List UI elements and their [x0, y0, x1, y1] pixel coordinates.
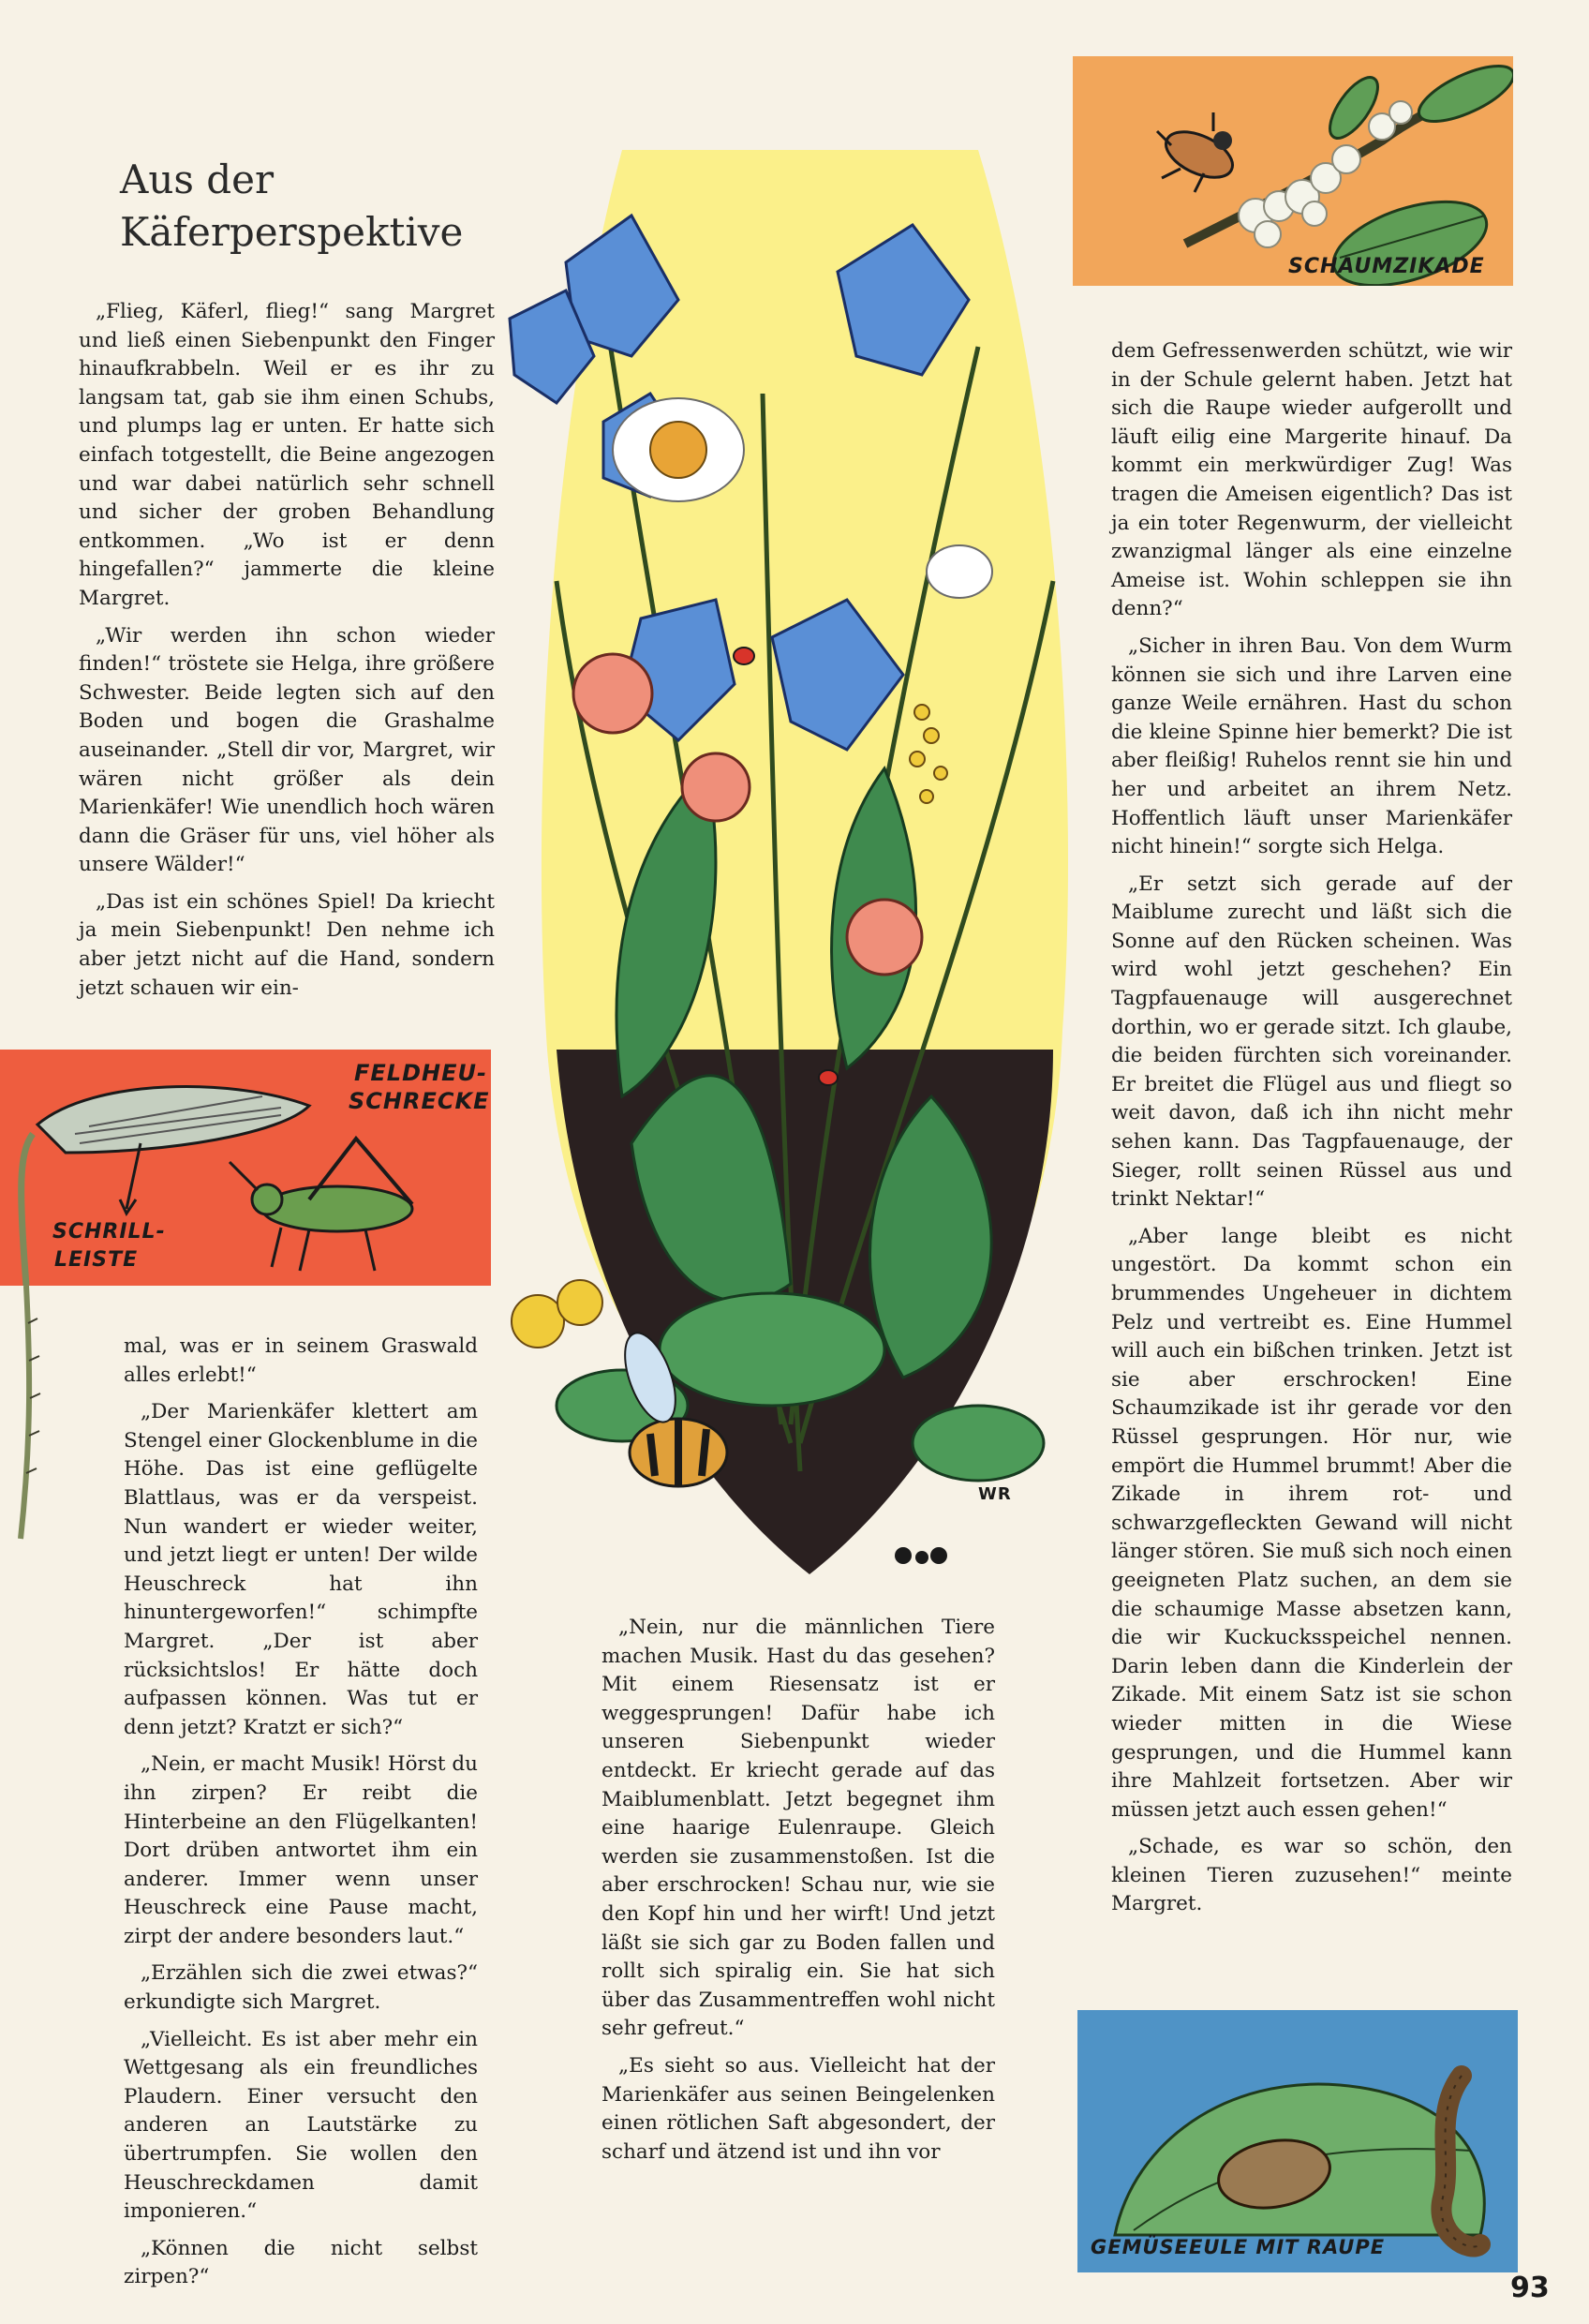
text-column-2: [601, 1614, 995, 2175]
text-column-3: [1111, 337, 1512, 1928]
paragraph: „Sicher in ihren Bau. Von dem Wurm können sie sich und ihre Larven eine ganze Weile ernähren. Hast du schon die kleine Spinne hier bemerkt? Die ist aber fleißig! Ruhelos rennt sie hin und her und arbeitet an ihrem Netz. Hoffentlich läuft unser Marienkäfer nicht hinein!“ sorgte sich Helga.: [1111, 633, 1512, 859]
paragraph: „Es sieht so aus. Vielleicht hat der Marienkäfer aus seinen Beingelenken einen rötlichen Saft abgesondert, der scharf und ätzend ist und ihn vor: [601, 2053, 995, 2164]
grass-stem-decoration: [0, 1286, 75, 1548]
paragraph: „Vielleicht. Es ist aber mehr ein Wettgesang als ein freundliches Plaudern. Einer versucht den anderen an Lautstärke zu übertrumpfen. Sie wollen den Heuschreckdamen damit imponieren.“: [124, 2027, 478, 2224]
paragraph: „Schade, es war so schön, den kleinen Tieren zuzusehen!“ meinte Margret.: [1111, 1835, 1512, 1916]
label-gemueseeule: GEMÜSEEULE MIT RAUPE: [1091, 2236, 1386, 2258]
paragraph: „Können die nicht selbst zirpen?“: [124, 2236, 478, 2289]
paragraph: „Er setzt sich gerade auf der Maiblume zurecht und läßt sich die Sonne auf den Rücken scheinen. Was wird wohl jetzt geschehen? Ein Tagpfauenauge will ausgerechnet dorthin, wo er gerade sitzt. Ich glaube, die beiden fürchten sich voreinander. Er breitet die Flügel aus und fliegt so weit davon, daß ich ihn nicht mehr sehen kann. Das Tagpfauenauge, der Sieger, rollt seinen Rüssel aus und trinkt Nektar!“: [1111, 872, 1512, 1212]
paragraph: mal, was er in seinem Graswald alles erlebt!“: [124, 1334, 478, 1387]
schaumzikade-illustration: [1073, 56, 1513, 286]
label-leiste: LEISTE: [54, 1248, 139, 1272]
paragraph: „Das ist ein schönes Spiel! Da kriecht ja mein Siebenpunkt! Den nehme ich aber jetzt nicht auf die Hand, sondern jetzt schauen wir ein-: [79, 889, 495, 1000]
label-schrecke: SCHRECKE: [349, 1088, 490, 1114]
feldheuschrecke-illustration: [0, 1050, 491, 1286]
paragraph: „Flieg, Käferl, flieg!“ sang Margret und ließ einen Siebenpunkt den Finger hinaufkrabbeln. Weil er es ihr zu langsam tat, gab sie ihm einen Schubs, und plumps lag er unten. Er hatte sich einfach totgestellt, die Beine angezogen und war dabei natürlich sehr schnell und sicher der groben Behandlung entkommen. „Wo ist er denn hingefallen?“ jammerte die kleine Margret.: [79, 300, 495, 610]
text-column-1: [79, 298, 495, 1011]
paragraph: „Nein, er macht Musik! Hörst du ihn zirpen? Er reibt die Hinterbeine an den Flügelkanten! Dort drüben antwortet ihm ein anderer. Immer wenn unser Heuschreck eine Pause macht, zirpt der andere besonders laut.“: [124, 1752, 478, 1948]
text-column-1b: [124, 1333, 478, 2301]
page-number: 93: [1510, 2272, 1550, 2304]
label-schrill: SCHRILL-: [52, 1220, 166, 1244]
gemueseeule-illustration: [1077, 2010, 1518, 2272]
paragraph: dem Gefressenwerden schützt, wie wir in der Schule gelernt haben. Jetzt hat sich die Raupe wieder aufgerollt und läuft eilig eine Margerite hinauf. Da kommt ein merkwürdiger Zug! Was tragen die Ameisen eigentlich? Das ist ja ein toter Regenwurm, der vielleicht zwanzigmal länger als eine einzelne Ameise ist. Wohin schleppen sie ihn denn?“: [1111, 339, 1512, 621]
label-schaumzikade: SCHAUMZIKADE: [1288, 255, 1485, 278]
artist-signature: WR: [978, 1484, 1012, 1504]
meadow-flowers-illustration: [491, 112, 1102, 1593]
title-line-2: Käferperspektive: [120, 209, 464, 255]
paragraph: „Der Marienkäfer klettert am Stengel einer Glockenblume in die Höhe. Das ist eine geflügelte Blattlaus, was er da verspeist. Nun wandert er wieder weiter, und jetzt liegt er unten! Der wilde Heuschreck hat ihn hinuntergeworfen!“ schimpfte Margret. „Der ist aber rücksichtslos! Er hätte doch aufpassen können. Was tut er denn jetzt? Kratzt er sich?“: [124, 1400, 478, 1739]
paragraph: „Nein, nur die männlichen Tiere machen Musik. Hast du das gesehen? Mit einem Riesensatz ist er weggesprungen! Dafür habe ich unseren Siebenpunkt wieder entdeckt. Er kriecht gerade auf das Maiblumenblatt. Jetzt begegnet ihm eine haarige Eulenraupe. Gleich werden sie zusammenstoßen. Ist die aber erschrocken! Schau nur, wie sie den Kopf hin und her wirft! Und jetzt läßt sie sich gar zu Boden fallen und rollt sich spiralig ein. Sie hat sich über das Zusammentreffen wohl nicht sehr gefreut.“: [601, 1616, 995, 2041]
article-title: [120, 154, 464, 259]
paragraph: „Wir werden ihn schon wieder finden!“ tröstete sie Helga, ihre größere Schwester. Beide legten sich auf den Boden und bogen die Grashalme auseinander. „Stell dir vor, Margret, wir wären nicht größer als dein Marienkäfer! Wie unendlich hoch wären dann die Gräser für uns, viel höher als unsere Wälder!“: [79, 623, 495, 877]
label-feldheu: FELDHEU-: [354, 1060, 487, 1086]
paragraph: „Erzählen sich die zwei etwas?“ erkundigte sich Margret.: [124, 1961, 478, 2015]
paragraph: „Aber lange bleibt es nicht ungestört. Da kommt schon ein brummendes Ungeheuer in dichtem Pelz und vertreibt es. Eine Hummel will auch ein bißchen trinken. Jetzt ist sie aber erschrocken! Eine Schaumzikade ist ihr gerade vor den Rüssel gesprungen. Hör nur, wie empört die Hummel brummt! Aber die Zikade in ihrem rot- und schwarzgefleckten Gewand will nicht länger stören. Sie muß sich noch einen geeigneten Platz suchen, an dem sie die schaumige Masse absetzen kann, die wir Kuckucksspeichel nennen. Darin leben dann die Kinderlein der Zikade. Mit einem Satz ist sie schon wieder mitten in die Wiese gesprungen, und die Hummel kann ihre Mahlzeit fortsetzen. Aber wir müssen jetzt auch essen gehen!“: [1111, 1224, 1512, 1822]
title-line-1: Aus der: [120, 156, 275, 202]
